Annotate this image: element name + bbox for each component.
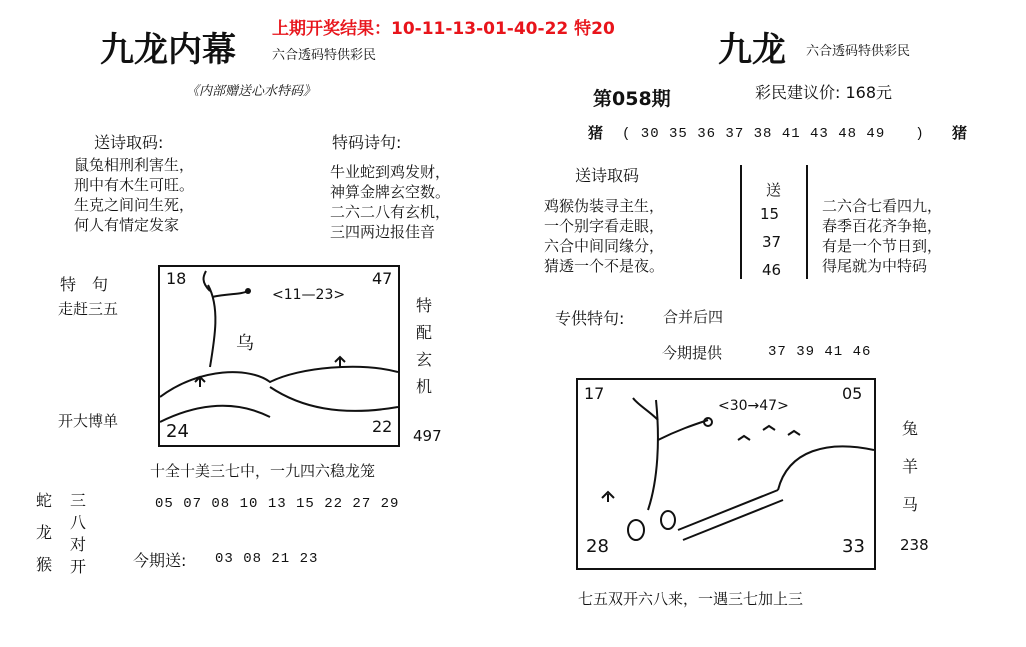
today-label: 今期送:: [133, 551, 187, 570]
right-title: 九龙: [718, 30, 786, 70]
internal-note: 《内部赠送心水特码》: [186, 84, 317, 99]
pic-num-br: 33: [842, 536, 865, 557]
pic-num-br: 22: [372, 417, 393, 436]
right-poem: 鸡猴伪装寻主生， 一个别字看走眼， 六合中间同缘分， 猜透一个不是夜。: [544, 197, 665, 275]
send-box-num: 37: [762, 233, 782, 251]
right-poem-2: 二六合七看四九， 春季百花齐争艳， 有是一个节日到， 得尾就为中特码: [822, 197, 943, 275]
poem2-line: 三四两边报佳音: [330, 223, 436, 241]
special-label: 专供特句:: [555, 309, 625, 328]
left-riddle-picture: [158, 265, 400, 447]
left-number-list: 05 07 08 10 13 15 22 27 29: [155, 496, 400, 512]
right-subtitle: 六合透码特供彩民: [806, 44, 911, 59]
poem1-line: 刑中有木生可旺。: [74, 176, 195, 194]
offer-numbers: 37 39 41 46: [768, 344, 872, 360]
num-497: 497: [413, 427, 442, 445]
poem1-line: 鼠兔相刑利害生，: [74, 156, 195, 174]
tejv-label: 特 句: [60, 275, 109, 294]
last-draw-banner: 上期开奖结果：10-11-13-01-40-22 特20: [272, 19, 615, 39]
left-subtitle: 六合透码特供彩民: [272, 48, 377, 63]
left-verse-line: 十全十美三七中，一九四六稳龙笼: [150, 462, 376, 480]
pic-num-tl: 17: [584, 384, 605, 403]
poem2: [330, 162, 450, 242]
num-238: 238: [900, 536, 929, 554]
pic-num-tr: 47: [372, 269, 393, 288]
period: 第058期: [593, 88, 671, 110]
pig-right: 猪: [952, 124, 968, 142]
price: 彩民建议价: 168元: [755, 83, 893, 102]
special-text: 合并后四: [663, 308, 724, 326]
side-animals: 蛇 龙 猴: [35, 491, 52, 574]
poem1: [74, 155, 194, 235]
vertical-tepei: 特 配 玄 机: [415, 296, 432, 396]
kaida-text: 开大博单: [58, 412, 119, 430]
right-poem-title: 送诗取码: [575, 166, 640, 185]
tejv-text: 走赶三五: [58, 300, 119, 318]
pic-num-bl: 28: [586, 536, 609, 557]
side-text: 三 八 对 开: [69, 491, 86, 576]
left-title: 九龙内幕: [100, 30, 236, 70]
pig-numbers: ( 30 35 36 37 38 41 43 48 49 ): [622, 126, 925, 142]
poem2-line: 二六二八有玄机，: [330, 203, 451, 221]
pic-range: <11—23>: [272, 287, 346, 303]
poem1-line: 何人有情定发家: [74, 216, 180, 234]
pic-range: <30→47>: [718, 398, 789, 414]
send-box-label: 送: [766, 181, 782, 199]
right-bottom-line: 七五双开六八来，一遇三七加上三: [578, 590, 804, 608]
poem2-line: 牛业蛇到鸡发财，: [330, 163, 451, 181]
poem2-title: 特码诗句:: [332, 133, 402, 152]
right-vertical-animals: 兔 羊 马: [901, 419, 918, 514]
pig-left: 猪: [588, 124, 604, 142]
poem1-line: 生克之间问生死，: [74, 196, 195, 214]
pic-num-tl: 18: [166, 269, 187, 288]
today-numbers: 03 08 21 23: [215, 551, 319, 567]
right-riddle-picture: [576, 378, 876, 570]
send-box: [740, 165, 808, 279]
pic-num-tr: 05: [842, 384, 863, 403]
pic-char: 乌: [236, 333, 254, 354]
poem2-line: 神算金牌玄空数。: [330, 183, 451, 201]
poem1-title: 送诗取码:: [94, 133, 164, 152]
send-box-num: 15: [760, 205, 780, 223]
send-box-num: 46: [762, 261, 782, 279]
offer-label: 今期提供: [662, 344, 723, 362]
pic-num-bl: 24: [166, 421, 189, 442]
